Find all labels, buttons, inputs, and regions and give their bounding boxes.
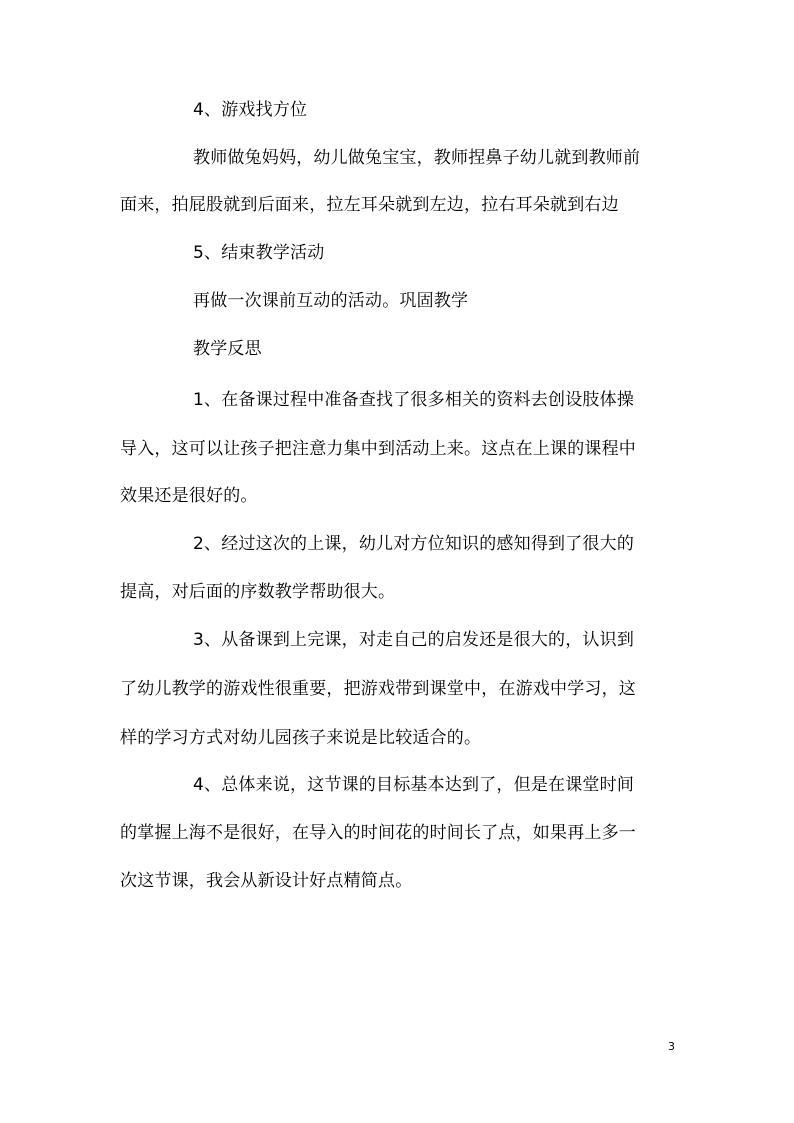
- paragraph-line: 1、在备课过程中准备查找了很多相关的资料去创设肢体操: [193, 390, 635, 410]
- paragraph-line: 再做一次课前互动的活动。巩固教学: [193, 291, 469, 311]
- paragraph-line: 效果还是很好的。: [120, 486, 258, 506]
- page-number: 3: [668, 1040, 675, 1053]
- paragraph-line: 次这节课，我会从新设计好点精简点。: [120, 871, 413, 891]
- paragraph-line: 面来，拍屁股就到后面来，拉左耳朵就到左边，拉右耳朵就到右边: [120, 195, 619, 215]
- paragraph-line: 4、总体来说，这节课的目标基本达到了，但是在课堂时间: [193, 775, 635, 795]
- section-heading-game: 4、游戏找方位: [193, 100, 308, 120]
- paragraph-line: 样的学习方式对幼儿园孩子来说是比较适合的。: [120, 728, 482, 748]
- paragraph-line: 了幼儿教学的游戏性很重要，把游戏带到课堂中，在游戏中学习，这: [120, 679, 636, 699]
- paragraph-line: 提高，对后面的序数教学帮助很大。: [120, 582, 396, 602]
- paragraph-line: 教师做兔妈妈，幼儿做兔宝宝，教师捏鼻子幼儿就到教师前: [193, 148, 641, 168]
- paragraph-line: 2、经过这次的上课，幼儿对方位知识的感知得到了很大的: [193, 534, 635, 554]
- paragraph-line: 导入，这可以让孩子把注意力集中到活动上来。这点在上课的课程中: [120, 439, 636, 459]
- section-heading-reflection: 教学反思: [193, 339, 262, 359]
- paragraph-line: 的掌握上海不是很好，在导入的时间花的时间长了点，如果再上多一: [120, 823, 636, 843]
- section-heading-end: 5、结束教学活动: [193, 243, 325, 263]
- paragraph-line: 3、从备课到上完课，对走自己的启发还是很大的，认识到: [193, 630, 635, 650]
